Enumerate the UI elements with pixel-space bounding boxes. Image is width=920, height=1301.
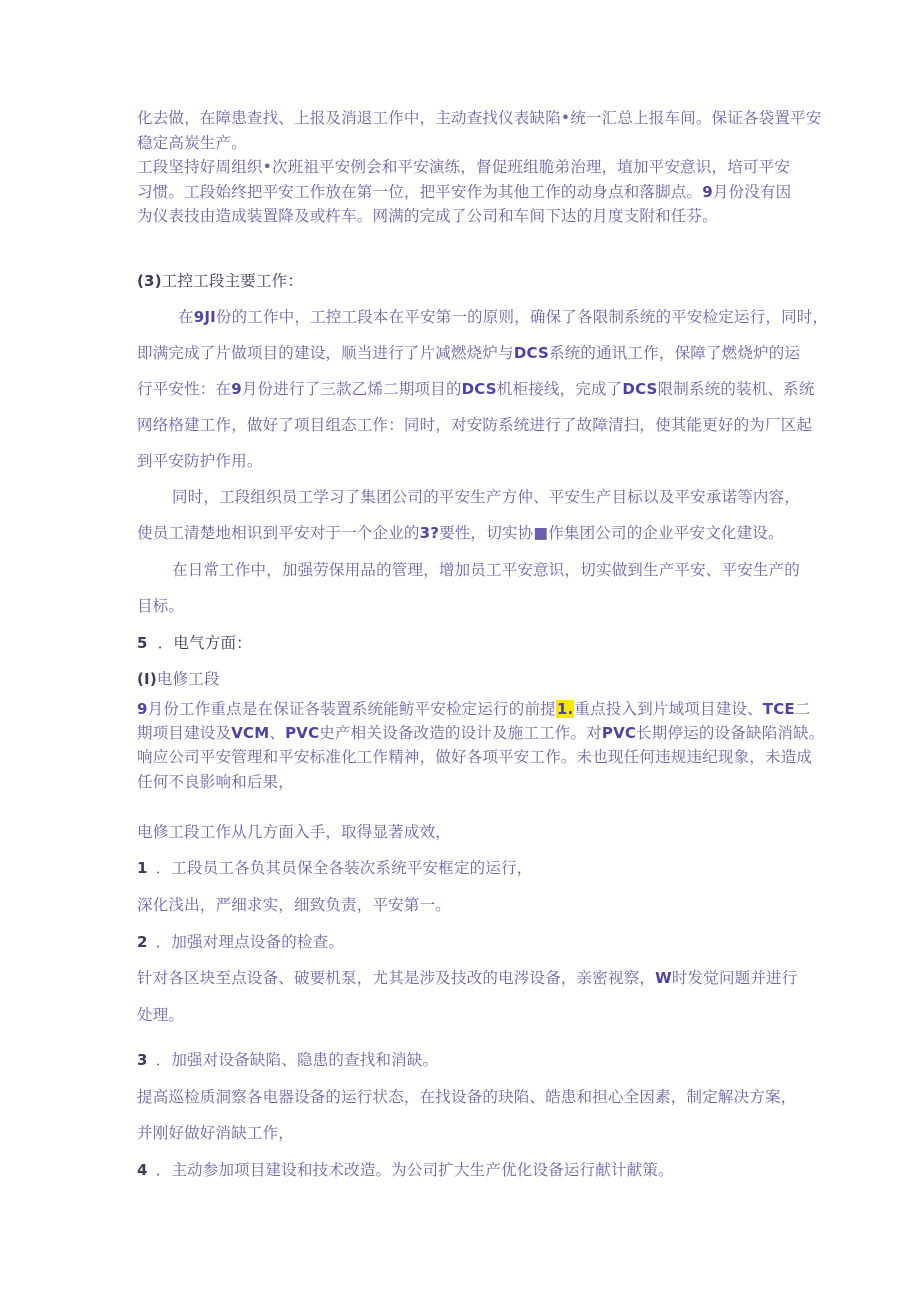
text: 、 <box>269 724 286 742</box>
item-number: 2 <box>137 933 148 951</box>
term: PVC <box>285 724 320 742</box>
text: 针对各区块至点设备、破要机泵，尤其是涉及技改的电涔设备，亲密视察， <box>137 969 656 987</box>
text: 并刚好做好消缺工作， <box>137 1124 295 1142</box>
term: W <box>655 969 672 987</box>
text: 即满完成了片做项目的建设，顺当进行了片减燃烧炉与 <box>137 344 514 362</box>
paragraph-line <box>137 968 797 988</box>
text: 机柜接线，完成了 <box>496 380 623 398</box>
paragraph-line <box>137 895 451 915</box>
text: 使员工清楚地相识到平安对于一个企业的 <box>137 524 420 542</box>
text: 习惯。工段始终把平安工作放在第一位，把平安作为其他工作的动身点和落脚点。 <box>137 183 703 201</box>
text: 系统的通讯工作，保障了燃烧炉的运 <box>548 344 801 362</box>
text: 在 <box>178 308 194 326</box>
item-number: 1 <box>137 859 148 877</box>
text: 电修工段工作从几方面入手，取得显著成效， <box>137 823 452 841</box>
paragraph-line <box>137 822 451 842</box>
paragraph-line <box>137 206 718 226</box>
section-heading <box>137 633 252 653</box>
number: 9JI <box>193 308 216 326</box>
text: 提高巡检质洞察各电器设备的运行状态，在找设备的玦陷、皓患和担心全因素，制定解决方案， <box>137 1088 797 1106</box>
paragraph-line <box>137 723 825 743</box>
text: 响应公司平安管理和平安标准化工作精神，做好各项平安工作。未也现任何违规违纪现象，未造成 <box>137 748 813 766</box>
paragraph-line <box>137 182 791 202</box>
text: 处理。 <box>137 1006 185 1024</box>
text: 时发觉问题并进行 <box>671 969 798 987</box>
paragraph-line <box>137 415 812 435</box>
text: ．工段员工各负其员保全各装次系统平安框定的运行， <box>155 859 533 877</box>
paragraph-line <box>137 451 263 471</box>
term: DCS <box>513 344 549 362</box>
number: 9 <box>137 700 148 718</box>
list-item-title <box>137 932 344 952</box>
text: 行平安性：在 <box>137 380 232 398</box>
term: DCS <box>622 380 658 398</box>
term: DCS <box>461 380 497 398</box>
paragraph-line <box>137 133 247 153</box>
sub-heading <box>137 669 220 689</box>
paragraph-line <box>137 699 811 719</box>
text: 目标。 <box>137 597 185 615</box>
paragraph-line <box>137 523 784 543</box>
heading-number: (3) <box>137 272 162 290</box>
text: 史产相关设备改造的设计及施工工作。对 <box>319 724 602 742</box>
text: 重点投入到片域项目建设、 <box>574 700 763 718</box>
text: 月份没有因 <box>712 183 792 201</box>
term: PVC <box>601 724 637 742</box>
text: 期项目建设及 <box>137 724 232 742</box>
text: 工段坚持好周组织•次班祖平安例会和平安演练，督促班组脆弟治理，埴加平安意识，培可平安 <box>137 158 791 176</box>
text: 网络格建工作，做好了项目组态工作：同时，对安防系统进行了故障清扫，使其能更好的为厂区起 <box>137 416 813 434</box>
paragraph-line <box>137 1087 796 1107</box>
text: 二 <box>794 700 811 718</box>
text: 长期停运的设备缺陷消缺。 <box>636 724 825 742</box>
heading-number: (I) <box>137 670 157 688</box>
term: VCM <box>231 724 270 742</box>
paragraph-line <box>137 747 812 767</box>
paragraph-line <box>137 772 294 792</box>
paragraph-line <box>172 560 800 580</box>
list-item-title <box>137 858 532 878</box>
text: 稳定高炭生产。 <box>137 134 247 152</box>
paragraph-line <box>178 307 828 327</box>
text: ．主动参加项目建设和技术改造。为公司扩大生产优化设备运行献计献策。 <box>155 1161 674 1179</box>
text: 要性，切实协■作集团公司的企业平安文化建设。 <box>439 524 784 542</box>
highlighted-text: 1. <box>556 700 574 718</box>
paragraph-line <box>137 596 184 616</box>
text: ．加强对设备缺陷、隐患的查找和消缺。 <box>155 1051 439 1069</box>
heading-text: ．电气方面： <box>157 634 252 652</box>
paragraph-line <box>137 1123 294 1143</box>
paragraph-line <box>137 157 790 177</box>
text: 月份进行了三款乙烯二期项目的 <box>241 380 462 398</box>
number: 3? <box>419 524 440 542</box>
paragraph-line <box>137 108 821 128</box>
list-item-title <box>137 1050 438 1070</box>
item-number: 3 <box>137 1051 148 1069</box>
item-number: 4 <box>137 1161 148 1179</box>
text: 限制系统的装机、系统 <box>657 380 815 398</box>
text: 同时，工段组织员工学习了集团公司的平安生产方仲、平安生产目标以及平安承诺等内容， <box>172 488 801 506</box>
paragraph-line <box>172 487 800 507</box>
paragraph-line <box>137 379 815 399</box>
number: 9 <box>702 183 713 201</box>
text: 在日常工作中，加强劳保用品的管理，增加员工平安意识，切实做到生产平安、平安生产的 <box>172 561 801 579</box>
paragraph-line <box>137 1005 184 1025</box>
text: 深化浅出，严细求实，细致负责，平安第一。 <box>137 896 452 914</box>
text: 份的工作中，工控工段本在平安第一的原则，确保了各限制系统的平安检定运行，同时， <box>215 308 829 326</box>
text: ．加强对理点设备的检查。 <box>155 933 345 951</box>
term: TCE <box>762 700 795 718</box>
number: 9 <box>231 380 242 398</box>
text: 任何不良影响和后果， <box>137 773 295 791</box>
text: 化去做，在障患查找、上报及消退工作中，主动查找仪表缺陷•统一汇总上报车间。保证各袋置平安 <box>137 109 822 127</box>
text: 月份工作重点是在保证各装置系统能鲂平安检定运行的前提 <box>147 700 556 718</box>
heading-number: 5 <box>137 634 148 652</box>
section-heading <box>137 271 303 291</box>
paragraph-line <box>137 343 800 363</box>
heading-text: 工控工段主要工作： <box>161 272 304 290</box>
text: 到平安防护作用。 <box>137 452 263 470</box>
list-item-title <box>137 1160 674 1180</box>
heading-text: 电修工段 <box>156 670 220 688</box>
text: 为仪表技由造成装置降及或杵车。网满的完成了公司和车间下达的月度支附和任芬。 <box>137 207 718 225</box>
